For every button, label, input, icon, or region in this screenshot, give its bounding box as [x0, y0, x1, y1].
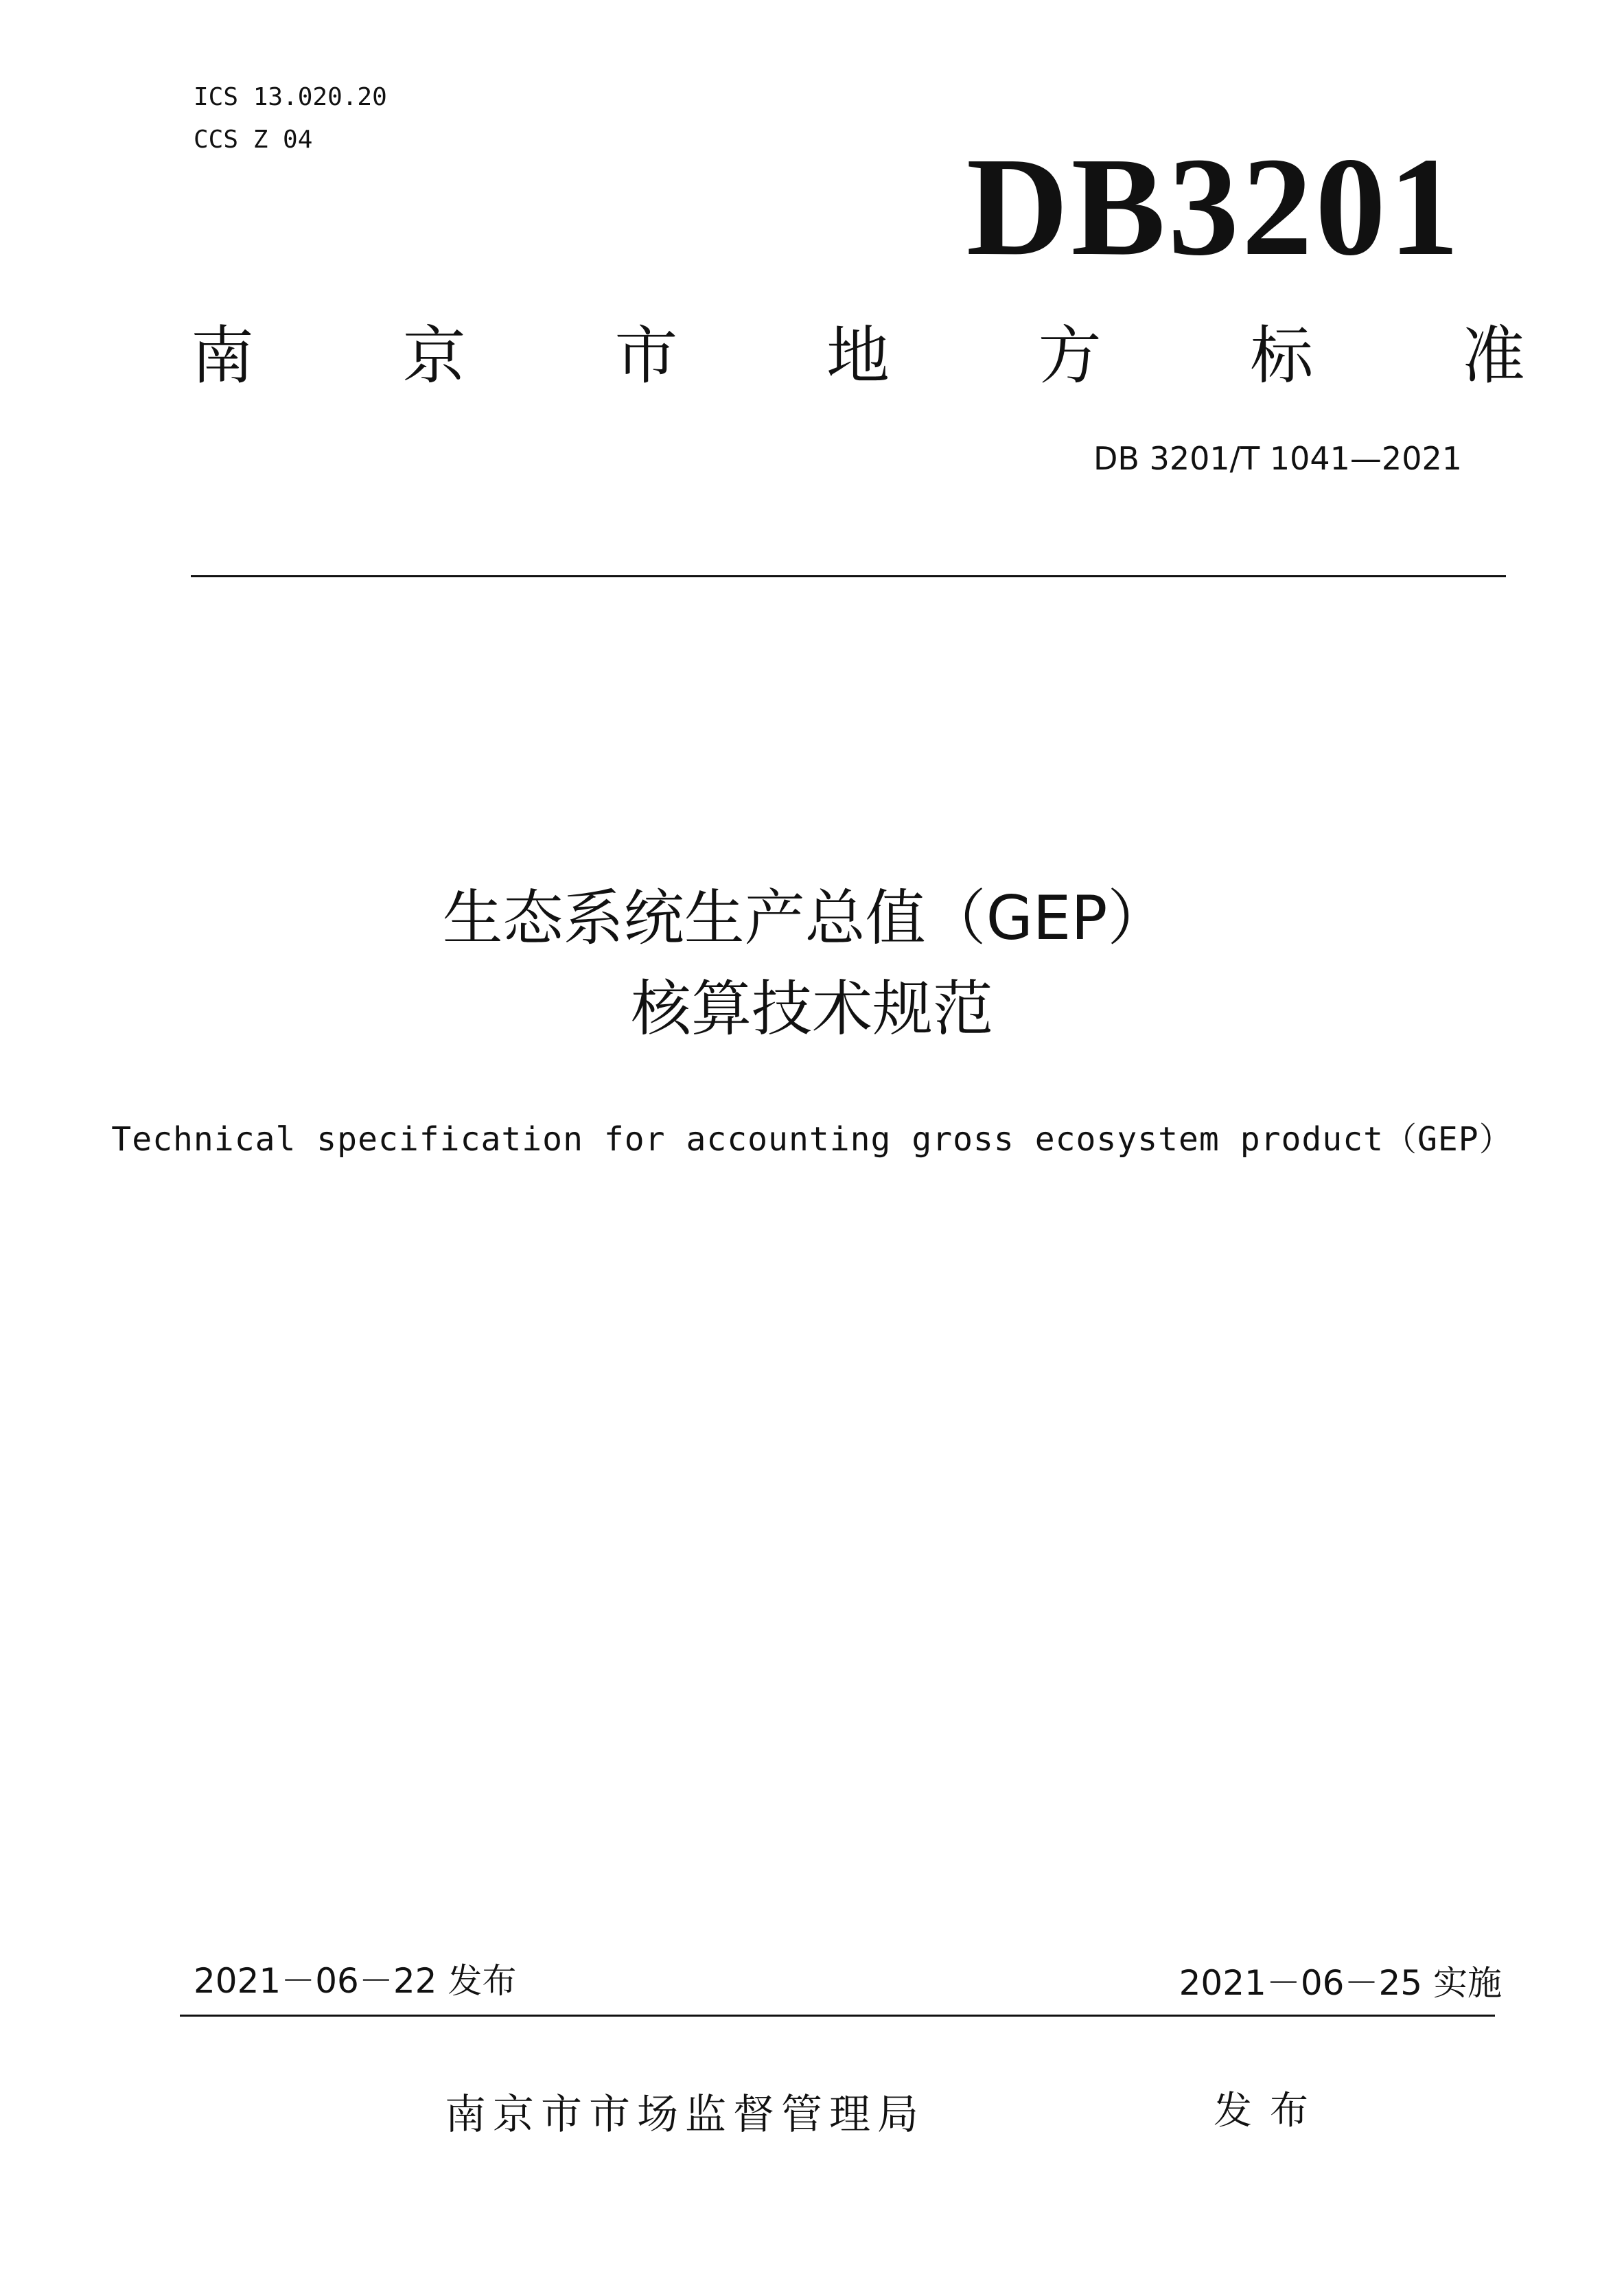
ics-code: ICS 13.020.20 [194, 83, 387, 111]
issuing-authority: 南京市市场监督管理局 [445, 2091, 925, 2139]
standard-type [191, 318, 1525, 394]
implementation-date: 2021－06－25 实施 [1179, 1963, 1502, 2003]
issue-date: 2021－06－22 发布 [194, 1961, 517, 2001]
title-cn-line1: 生态系统生产总值（GEP） [442, 883, 1168, 953]
standard-type-char: 市 [614, 319, 678, 393]
standard-number: DB 3201/T 1041—2021 [1093, 440, 1462, 477]
standard-type-char: 准 [1461, 319, 1525, 393]
title-en: Technical specification for accounting gross ecosystem product（GEP） [111, 1120, 1513, 1159]
db-code: DB3201 [966, 128, 1462, 285]
title-cn-line2: 核算技术规范 [630, 973, 993, 1044]
standard-type-char: 方 [1038, 319, 1102, 393]
top-divider [191, 575, 1506, 577]
standard-type-char: 京 [402, 319, 466, 393]
bottom-divider [180, 2015, 1495, 2017]
issue-label: 发布 [1214, 2089, 1326, 2133]
standard-type-char: 南 [191, 319, 255, 393]
standard-type-char: 地 [826, 319, 890, 393]
standard-type-char: 标 [1250, 319, 1314, 393]
ccs-code: CCS Z 04 [194, 126, 313, 154]
